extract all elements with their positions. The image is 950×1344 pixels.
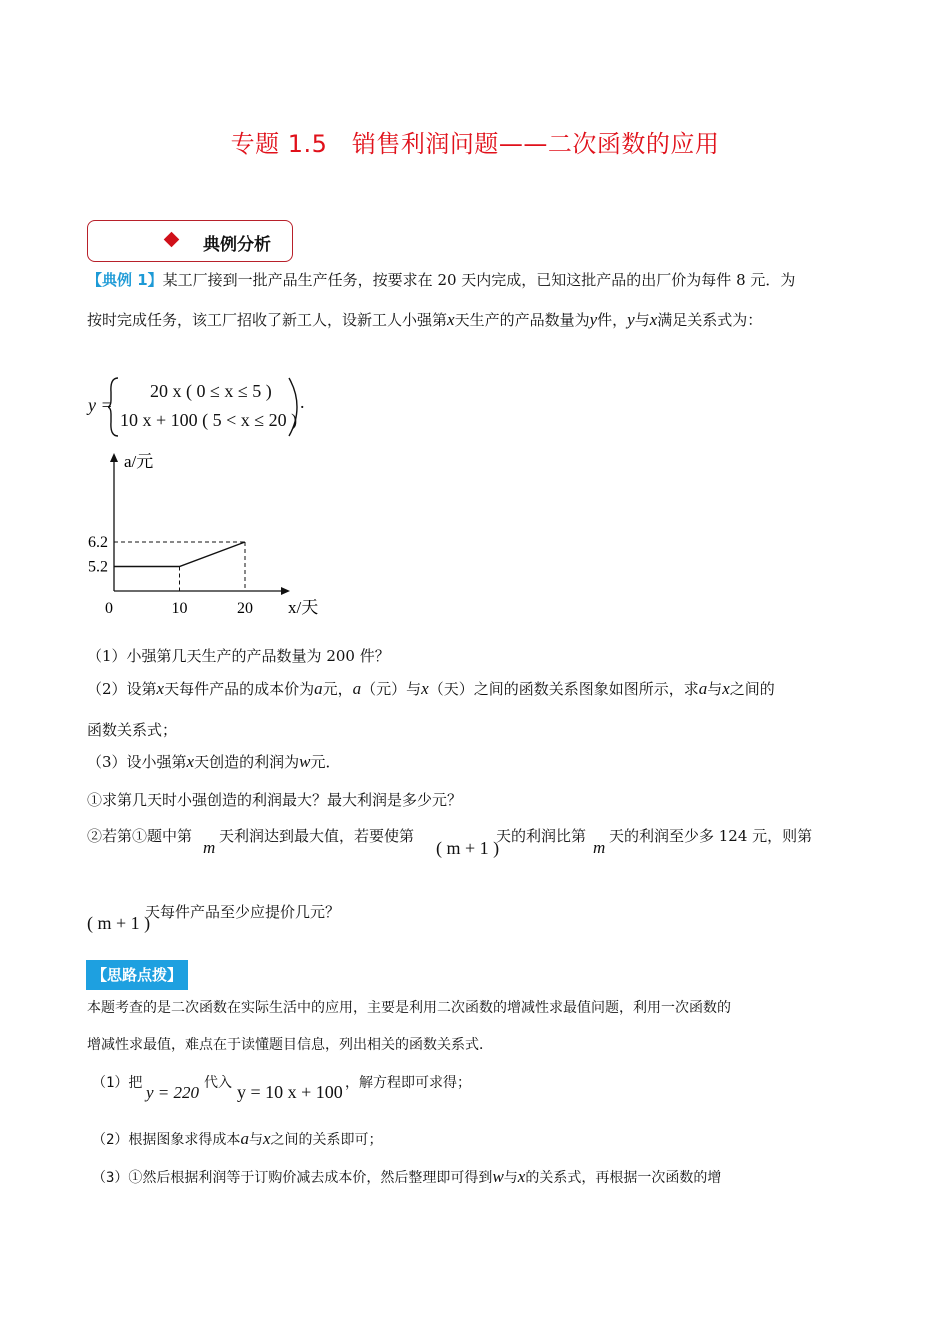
text: 件， — [597, 311, 628, 329]
var-a: a — [698, 679, 708, 698]
question-3-i: ①求第几天时小强创造的利润最大？最大利润是多少元？ — [87, 791, 463, 809]
var-a: a — [240, 1129, 249, 1148]
text: 与 — [634, 311, 650, 329]
formula-row-2: 10 x + 100 ( 5 < x ≤ 20 ) — [120, 410, 298, 430]
x-tick-label: 10 — [171, 600, 188, 617]
hint-step-1-c: ，解方程即可求得； — [345, 1075, 471, 1091]
var-a: a — [314, 679, 323, 698]
question-3-ii-part-a: ②若第①题中第 — [87, 827, 193, 845]
text: （天）之间的函数关系图象如图所示，求 — [428, 680, 699, 698]
hint-step-1-a: （1）把 — [92, 1075, 143, 1091]
text: 满足关系式为： — [657, 311, 763, 329]
expr-m-plus-1: ( m + 1 ) — [87, 913, 151, 933]
y-axis-label: a/元 — [124, 452, 154, 471]
question-3-ii-part-e: 天每件产品至少应提价几元？ — [145, 903, 341, 921]
expr-m-plus-1: ( m + 1 ) — [436, 838, 500, 858]
x-axis-label: x/天 — [288, 598, 319, 617]
hint-line-1: 本题考查的是二次函数在实际生活中的应用，主要是利用二次函数的增减性求最值问题，利用一次函数的 — [87, 1000, 731, 1016]
var-y: y — [627, 310, 635, 329]
text: 按时完成任务，该工厂招收了新工人，设新工人小强第 — [87, 311, 448, 329]
text: （2）根据图象求得成本 — [92, 1132, 241, 1148]
y-tick-label: 5.2 — [88, 558, 108, 576]
text: 天每件产品的成本价为 — [164, 680, 315, 698]
hint-badge: 【思路点拨】 — [86, 960, 188, 990]
cost-chart — [78, 445, 338, 625]
text: 与 — [503, 1170, 518, 1186]
var-x: x — [156, 679, 165, 698]
text: 元． — [310, 753, 341, 771]
question-2-line-2: 函数关系式； — [87, 721, 178, 739]
var-y: y — [589, 310, 598, 329]
question-3-ii-part-c: 天的利润比第 — [496, 827, 587, 845]
question-2-line-1 — [87, 679, 775, 699]
question-3 — [87, 752, 340, 772]
text: 元， — [322, 680, 353, 698]
question-3-ii-part-b: 天利润达到最大值，若要使第 — [219, 827, 415, 845]
var-m: m — [203, 838, 216, 857]
example-tag: 【典例 1】 — [87, 271, 163, 289]
var-x: x — [421, 679, 429, 698]
text: 天生产的产品数量为 — [454, 311, 590, 329]
var-x: x — [722, 679, 730, 698]
var-x: x — [517, 1167, 526, 1186]
series-line — [114, 542, 245, 567]
text: （3）设小强第 — [87, 753, 187, 771]
hint-eq-1 — [146, 1082, 199, 1103]
formula-period: . — [300, 392, 305, 412]
text: （3）①然后根据利润等于订购价减去成本价，然后整理即可得到 — [92, 1170, 493, 1186]
var-w: w — [492, 1167, 504, 1186]
text: 天创造的利润为 — [194, 753, 300, 771]
text: 与 — [248, 1132, 263, 1148]
question-3-ii-part-d: 天的利润至少多 124 元，则第 — [609, 827, 813, 845]
equation: y = 220 — [146, 1083, 200, 1102]
text: 之间的关系即可； — [270, 1132, 383, 1148]
example-line-1 — [87, 270, 795, 290]
hint-step-1-b: 代入 — [204, 1075, 232, 1091]
equation: y = 10 x + 100 — [237, 1082, 343, 1102]
var-x: x — [649, 310, 658, 329]
x-tick-label: 20 — [237, 600, 253, 617]
y-tick-label: 6.2 — [88, 534, 108, 551]
text: （2）设第 — [87, 680, 157, 698]
left-brace — [108, 378, 118, 436]
origin-label: 0 — [105, 600, 113, 617]
var-a: a — [352, 679, 362, 698]
hint-step-3 — [92, 1167, 721, 1187]
var-x: x — [262, 1129, 271, 1148]
question-1: （1）小强第几天生产的产品数量为 200 件？ — [87, 647, 390, 665]
example-line-2 — [87, 310, 762, 330]
y-axis-arrow-icon — [110, 453, 118, 462]
hint-line-2: 增减性求最值，难点在于读懂题目信息，列出相关的函数关系式． — [87, 1037, 493, 1053]
formula-lhs: y = — [88, 395, 113, 415]
hint-step-2 — [92, 1129, 382, 1149]
page-title: 专题 1.5 销售利润问题——二次函数的应用 — [230, 130, 720, 158]
var-x: x — [186, 752, 195, 771]
text: （元）与 — [361, 680, 422, 698]
var-m: m — [593, 838, 606, 857]
formula-row-1: 20 x ( 0 ≤ x ≤ 5 ) — [150, 381, 272, 401]
var-w: w — [299, 752, 311, 771]
hint-eq-2 — [237, 1082, 343, 1103]
x-axis-arrow-icon — [281, 587, 290, 595]
example-text-1: 某工厂接到一批产品生产任务，按要求在 20 天内完成，已知这批产品的出厂价为每件 8 元．为 — [162, 271, 796, 289]
section-label: 典例分析 — [203, 235, 271, 255]
text: 与 — [707, 680, 723, 698]
var-x: x — [447, 310, 455, 329]
text: 之间的 — [729, 680, 775, 698]
text: 的关系式，再根据一次函数的增 — [525, 1170, 722, 1186]
